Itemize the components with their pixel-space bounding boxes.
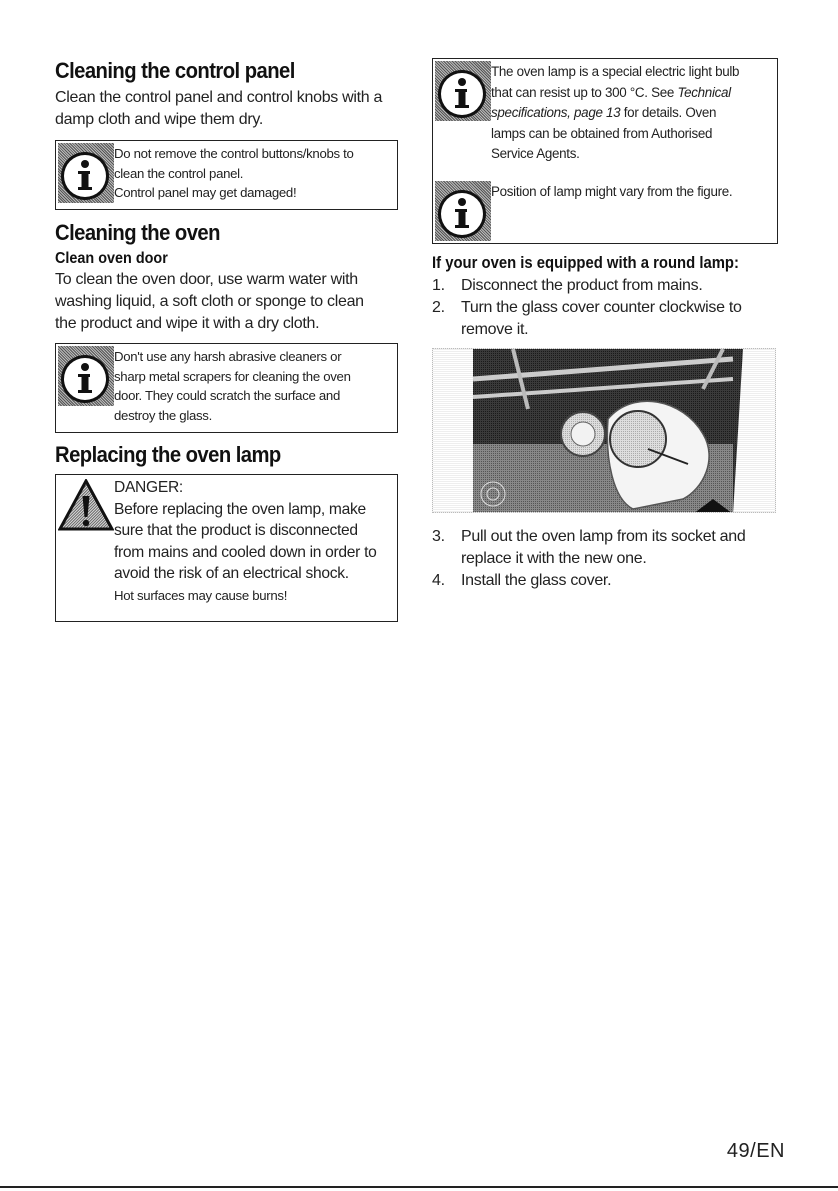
heading-replacing-oven-lamp: Replacing the oven lamp <box>55 442 281 467</box>
heading-cleaning-oven: Cleaning the oven <box>55 220 220 245</box>
step-text: replace it with the new one. <box>461 550 647 567</box>
oven-note-line-4: destroy the glass. <box>114 407 212 423</box>
step-text: Install the glass cover. <box>461 572 612 589</box>
oven-door-body <box>55 269 398 335</box>
danger-line-1: Before replacing the oven lamp, make <box>114 500 366 518</box>
control-panel-body-line-2: damp cloth and wipe them dry. <box>55 111 264 128</box>
oven-note-line-3: door. They could scratch the surface and <box>114 388 341 403</box>
subheading-clean-oven-door: Clean oven door <box>55 250 168 267</box>
oven-body-line-1: To clean the oven door, use warm water with <box>55 271 358 288</box>
step-item <box>432 297 778 341</box>
lamp-note-line-5: Service Agents. <box>491 146 580 161</box>
oven-note-line-2: sharp metal scrapers for cleaning the oven <box>114 368 351 384</box>
step-text: Turn the glass cover counter clockwise to <box>461 299 742 316</box>
oven-body-line-3: the product and wipe it with a dry cloth. <box>55 315 320 332</box>
info-note-oven-door <box>55 343 398 433</box>
step-text: remove it. <box>461 321 529 338</box>
info-note-control-panel <box>55 140 398 210</box>
step-item <box>432 275 778 297</box>
step-item <box>432 570 778 592</box>
step-number: 4. <box>432 572 445 589</box>
info-icon <box>56 141 114 209</box>
info-note-lamp-position <box>433 179 777 243</box>
steps-list-bottom <box>432 526 778 592</box>
warning-triangle-icon <box>56 475 114 621</box>
left-column <box>55 58 398 622</box>
danger-line-4: avoid the risk of an electrical shock. <box>114 565 349 582</box>
step-text: Disconnect the product from mains. <box>461 277 703 294</box>
danger-note-lamp <box>55 474 398 622</box>
oven-body-line-2: washing liquid, a soft cloth or sponge to clean <box>55 293 364 310</box>
control-panel-note-line-1: Do not remove the control buttons/knobs to <box>114 146 354 161</box>
oven-lamp-photo <box>432 348 776 513</box>
control-panel-note-line-3: Control panel may get damaged! <box>114 185 297 200</box>
info-note-lamp-bulb <box>433 59 777 179</box>
info-icon <box>433 179 491 243</box>
lamp-position-note: Position of lamp might vary from the figure. <box>491 184 733 199</box>
heading-cleaning-control-panel: Cleaning the control panel <box>55 58 295 83</box>
oven-note-line-1: Don't use any harsh abrasive cleaners or <box>114 349 342 364</box>
info-icon <box>56 344 114 432</box>
step-number: 1. <box>432 277 445 294</box>
danger-line-3: from mains and cooled down in order to <box>114 543 377 561</box>
page-number: 49/EN <box>726 1140 785 1162</box>
step-item <box>432 526 778 570</box>
control-panel-body <box>55 87 398 131</box>
step-text: Pull out the oven lamp from its socket and <box>461 528 746 545</box>
heading-round-lamp: If your oven is equipped with a round lamp: <box>432 254 739 272</box>
footer-rule <box>0 1186 838 1188</box>
info-icon <box>433 59 491 179</box>
lamp-note-line-3: for details. Oven <box>620 105 717 120</box>
lamp-note-specifications-link[interactable]: specifications, page 13 <box>491 105 621 120</box>
lamp-note-technical-link[interactable]: Technical <box>677 84 731 100</box>
lamp-note-line-2: that can resist up to 300 °C. See <box>491 84 678 100</box>
danger-line-2: sure that the product is disconnected <box>114 522 358 539</box>
danger-hot-surfaces: Hot surfaces may cause burns! <box>114 587 288 603</box>
step-number: 2. <box>432 299 445 316</box>
lamp-note-line-4: lamps can be obtained from Authorised <box>491 125 713 141</box>
danger-title: DANGER: <box>114 479 183 496</box>
control-panel-note-line-2: clean the control panel. <box>114 165 244 181</box>
right-column <box>432 58 778 592</box>
info-notes-lamp <box>432 58 778 244</box>
step-number: 3. <box>432 528 445 545</box>
lamp-note-line-1: The oven lamp is a special electric light bulb <box>491 64 740 79</box>
steps-list-top <box>432 275 778 341</box>
control-panel-body-line-1: Clean the control panel and control knobs with a <box>55 89 383 106</box>
